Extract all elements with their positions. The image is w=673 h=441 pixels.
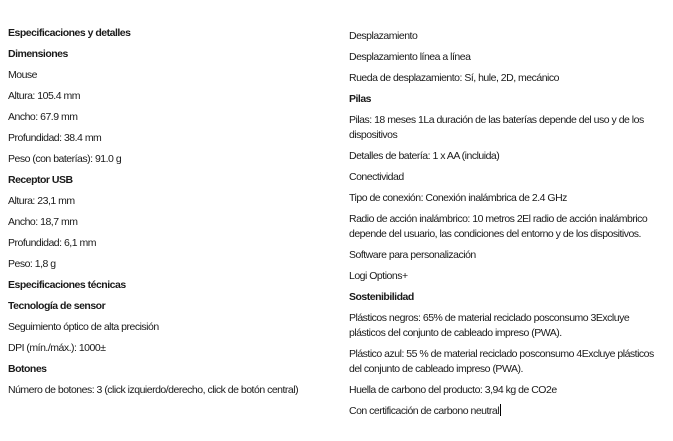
text-cursor (500, 404, 501, 416)
spec-paragraph[interactable]: Peso (con baterías): 91.0 g (8, 153, 122, 165)
spec-paragraph[interactable]: Radio de acción inalámbrico: 10 metros 2El radio de acción inalámbrico depende del usuario, las condiciones del entorno y de los dispositivos. (349, 213, 648, 240)
spec-paragraph[interactable]: Peso: 1,8 g (8, 258, 56, 270)
spec-paragraph[interactable]: Tipo de conexión: Conexión inalámbrica de 2.4 GHz (349, 192, 567, 204)
section-heading[interactable]: Especificaciones técnicas (8, 279, 126, 291)
spec-paragraph[interactable]: Desplazamiento (349, 30, 418, 42)
section-heading[interactable]: Sostenibilidad (349, 291, 414, 303)
spec-paragraph[interactable]: Rueda de desplazamiento: Sí, hule, 2D, mecánico (349, 72, 559, 84)
spec-paragraph[interactable]: DPI (mín./máx.): 1000± (8, 342, 106, 354)
spec-paragraph[interactable]: Profundidad: 38.4 mm (8, 132, 102, 144)
spec-paragraph[interactable]: Mouse (8, 69, 38, 81)
spec-paragraph[interactable]: Con certificación de carbono neutral (349, 405, 500, 417)
spec-paragraph[interactable]: Logi Options+ (349, 270, 408, 282)
spec-paragraph[interactable]: Plásticos negros: 65% de material reciclado posconsumo 3Excluye plásticos del conjunto de cableado impreso (PWA). (349, 312, 630, 339)
section-heading[interactable]: Botones (8, 363, 47, 375)
spec-paragraph[interactable]: Desplazamiento línea a línea (349, 51, 471, 63)
section-heading[interactable]: Tecnología de sensor (8, 300, 106, 312)
spec-paragraph[interactable]: Detalles de batería: 1 x AA (incluida) (349, 150, 500, 162)
spec-column-left (8, 26, 318, 404)
spec-paragraph[interactable]: Altura: 105.4 mm (8, 90, 80, 102)
spec-paragraph[interactable]: Ancho: 18,7 mm (8, 216, 78, 228)
spec-paragraph[interactable]: Altura: 23,1 mm (8, 195, 75, 207)
spec-paragraph[interactable]: Plástico azul: 55 % de material reciclado posconsumo 4Excluye plásticos del conjunto de cableado impreso (PWA). (349, 348, 654, 375)
section-heading[interactable]: Especificaciones y detalles (8, 27, 131, 39)
spec-paragraph[interactable]: Huella de carbono del producto: 3,94 kg de CO2e (349, 384, 557, 396)
section-heading[interactable]: Dimensiones (8, 48, 68, 60)
spec-paragraph[interactable]: Software para personalización (349, 249, 476, 261)
spec-column-right (349, 29, 667, 425)
spec-paragraph[interactable]: Número de botones: 3 (click izquierdo/derecho, click de botón central) (8, 384, 299, 396)
section-heading[interactable]: Pilas (349, 93, 372, 105)
spec-paragraph[interactable]: Seguimiento óptico de alta precisión (8, 321, 159, 333)
spec-paragraph[interactable]: Profundidad: 6,1 mm (8, 237, 96, 249)
spec-paragraph[interactable]: Conectividad (349, 171, 404, 183)
spec-paragraph[interactable]: Pilas: 18 meses 1La duración de las baterías depende del uso y de los dispositivos (349, 114, 644, 141)
section-heading[interactable]: Receptor USB (8, 174, 73, 186)
spec-paragraph[interactable]: Ancho: 67.9 mm (8, 111, 78, 123)
